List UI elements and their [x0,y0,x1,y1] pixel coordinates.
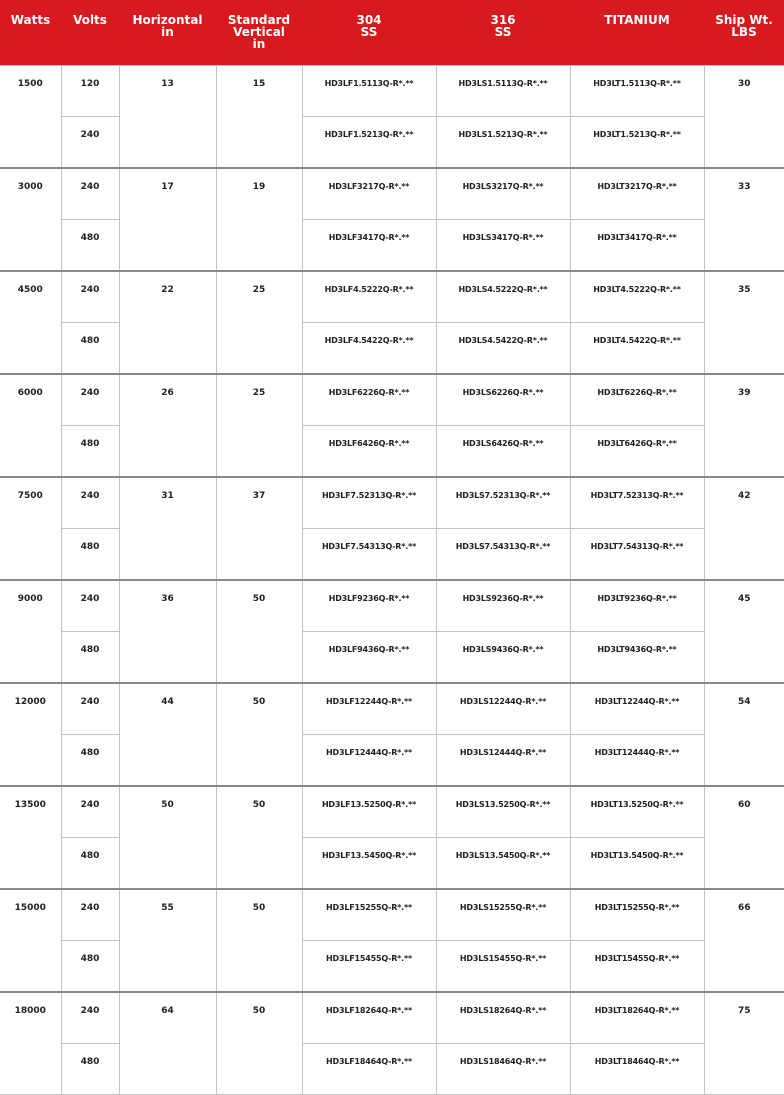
ship-weight-cell: 33 [704,168,784,271]
part-304ss-cell: HD3LF6426Q-R*.** [302,426,436,478]
volts-cell: 240 [61,580,119,632]
part-304ss-cell: HD3LF6226Q-R*.** [302,374,436,426]
table-row [0,323,784,375]
table-row [0,529,784,581]
table-row [0,271,784,323]
ship-weight-cell: 54 [704,683,784,786]
part-316ss-cell: HD3LS3217Q-R*.** [436,168,570,220]
part-titanium-cell: HD3LT1.5113Q-R*.** [570,66,704,117]
part-316ss-cell: HD3LS13.5250Q-R*.** [436,786,570,838]
part-304ss-cell: HD3LF9436Q-R*.** [302,632,436,684]
header-line: SS [494,25,512,39]
part-titanium-cell: HD3LT13.5250Q-R*.** [570,786,704,838]
part-304ss-cell: HD3LF7.54313Q-R*.** [302,529,436,581]
volts-cell: 240 [61,477,119,529]
horizontal-cell: 22 [119,271,216,374]
header-line: Horizontal [132,13,203,27]
vertical-cell: 15 [216,66,302,169]
ship-weight-cell: 30 [704,66,784,169]
ship-weight-cell: 45 [704,580,784,683]
header-line: Standard [227,13,291,27]
part-316ss-cell: HD3LS7.52313Q-R*.** [436,477,570,529]
part-304ss-cell: HD3LF12244Q-R*.** [302,683,436,735]
header-line: in [252,37,266,51]
volts-cell: 240 [61,683,119,735]
watts-cell: 13500 [0,786,61,889]
part-316ss-cell: HD3LS13.5450Q-R*.** [436,838,570,890]
part-316ss-cell: HD3LS9236Q-R*.** [436,580,570,632]
header-line: 316 [490,13,516,27]
header-vertical [216,0,302,66]
watts-cell: 4500 [0,271,61,374]
volts-cell: 480 [61,220,119,272]
header-line: SS [360,25,378,39]
horizontal-cell: 36 [119,580,216,683]
part-304ss-cell: HD3LF4.5422Q-R*.** [302,323,436,375]
part-316ss-cell: HD3LS18264Q-R*.** [436,992,570,1044]
volts-cell: 480 [61,323,119,375]
table-row [0,426,784,478]
horizontal-cell: 17 [119,168,216,271]
header-316ss [436,0,570,66]
part-316ss-cell: HD3LS12244Q-R*.** [436,683,570,735]
ship-weight-cell: 35 [704,271,784,374]
vertical-cell: 50 [216,786,302,889]
volts-cell: 240 [61,117,119,169]
table-row [0,1044,784,1095]
part-titanium-cell: HD3LT15255Q-R*.** [570,889,704,941]
part-304ss-cell: HD3LF9236Q-R*.** [302,580,436,632]
part-304ss-cell: HD3LF18464Q-R*.** [302,1044,436,1095]
header-watts: Watts [0,0,61,66]
part-titanium-cell: HD3LT6426Q-R*.** [570,426,704,478]
horizontal-cell: 64 [119,992,216,1095]
horizontal-cell: 55 [119,889,216,992]
part-titanium-cell: HD3LT1.5213Q-R*.** [570,117,704,169]
part-titanium-cell: HD3LT7.54313Q-R*.** [570,529,704,581]
watts-cell: 12000 [0,683,61,786]
volts-cell: 480 [61,529,119,581]
volts-cell: 240 [61,786,119,838]
table-row [0,992,784,1044]
volts-cell: 240 [61,889,119,941]
part-316ss-cell: HD3LS18464Q-R*.** [436,1044,570,1095]
part-316ss-cell: HD3LS1.5213Q-R*.** [436,117,570,169]
volts-cell: 240 [61,271,119,323]
part-316ss-cell: HD3LS6226Q-R*.** [436,374,570,426]
vertical-cell: 50 [216,889,302,992]
part-titanium-cell: HD3LT15455Q-R*.** [570,941,704,993]
header-line: 304 [356,13,382,27]
table-row [0,168,784,220]
part-316ss-cell: HD3LS12444Q-R*.** [436,735,570,787]
table-row [0,786,784,838]
part-316ss-cell: HD3LS6426Q-R*.** [436,426,570,478]
part-316ss-cell: HD3LS15255Q-R*.** [436,889,570,941]
table-row [0,838,784,890]
part-304ss-cell: HD3LF1.5213Q-R*.** [302,117,436,169]
watts-cell: 1500 [0,66,61,169]
table-row [0,220,784,272]
volts-cell: 480 [61,632,119,684]
table-row [0,66,784,117]
table-row [0,941,784,993]
vertical-cell: 50 [216,580,302,683]
volts-cell: 240 [61,374,119,426]
part-316ss-cell: HD3LS15455Q-R*.** [436,941,570,993]
ship-weight-cell: 39 [704,374,784,477]
part-titanium-cell: HD3LT13.5450Q-R*.** [570,838,704,890]
header-volts: Volts [61,0,119,66]
part-304ss-cell: HD3LF13.5450Q-R*.** [302,838,436,890]
part-titanium-cell: HD3LT9436Q-R*.** [570,632,704,684]
watts-cell: 7500 [0,477,61,580]
part-304ss-cell: HD3LF3417Q-R*.** [302,220,436,272]
ship-weight-cell: 66 [704,889,784,992]
vertical-cell: 25 [216,271,302,374]
part-titanium-cell: HD3LT12444Q-R*.** [570,735,704,787]
table-body [0,66,784,1095]
part-304ss-cell: HD3LF15255Q-R*.** [302,889,436,941]
volts-cell: 240 [61,992,119,1044]
table-row [0,735,784,787]
horizontal-cell: 50 [119,786,216,889]
watts-cell: 6000 [0,374,61,477]
part-304ss-cell: HD3LF13.5250Q-R*.** [302,786,436,838]
vertical-cell: 19 [216,168,302,271]
volts-cell: 480 [61,941,119,993]
part-titanium-cell: HD3LT6226Q-R*.** [570,374,704,426]
watts-cell: 3000 [0,168,61,271]
part-304ss-cell: HD3LF12444Q-R*.** [302,735,436,787]
vertical-cell: 37 [216,477,302,580]
part-titanium-cell: HD3LT18464Q-R*.** [570,1044,704,1095]
part-304ss-cell: HD3LF3217Q-R*.** [302,168,436,220]
ship-weight-cell: 60 [704,786,784,889]
part-304ss-cell: HD3LF4.5222Q-R*.** [302,271,436,323]
part-316ss-cell: HD3LS4.5222Q-R*.** [436,271,570,323]
watts-cell: 9000 [0,580,61,683]
part-316ss-cell: HD3LS3417Q-R*.** [436,220,570,272]
header-line: in [161,25,174,39]
volts-cell: 120 [61,66,119,117]
table-row [0,374,784,426]
part-316ss-cell: HD3LS4.5422Q-R*.** [436,323,570,375]
volts-cell: 480 [61,426,119,478]
part-titanium-cell: HD3LT12244Q-R*.** [570,683,704,735]
volts-cell: 480 [61,1044,119,1095]
ship-weight-cell: 75 [704,992,784,1095]
vertical-cell: 50 [216,992,302,1095]
header-line: Vertical [233,25,285,39]
volts-cell: 480 [61,735,119,787]
volts-cell: 240 [61,168,119,220]
part-304ss-cell: HD3LF1.5113Q-R*.** [302,66,436,117]
part-316ss-cell: HD3LS9436Q-R*.** [436,632,570,684]
part-316ss-cell: HD3LS1.5113Q-R*.** [436,66,570,117]
vertical-cell: 50 [216,683,302,786]
ship-weight-cell: 42 [704,477,784,580]
part-304ss-cell: HD3LF15455Q-R*.** [302,941,436,993]
header-titanium: TITANIUM [570,0,704,66]
part-titanium-cell: HD3LT18264Q-R*.** [570,992,704,1044]
header-line: LBS [731,25,757,39]
horizontal-cell: 13 [119,66,216,169]
horizontal-cell: 26 [119,374,216,477]
watts-cell: 18000 [0,992,61,1095]
horizontal-cell: 31 [119,477,216,580]
vertical-cell: 25 [216,374,302,477]
header-line: Ship Wt. [715,13,773,27]
part-titanium-cell: HD3LT4.5222Q-R*.** [570,271,704,323]
table-row [0,683,784,735]
header-row [0,0,784,66]
table-row [0,117,784,169]
horizontal-cell: 44 [119,683,216,786]
table-row [0,580,784,632]
part-titanium-cell: HD3LT9236Q-R*.** [570,580,704,632]
table-row [0,889,784,941]
watts-cell: 15000 [0,889,61,992]
part-304ss-cell: HD3LF18264Q-R*.** [302,992,436,1044]
header-horizontal [119,0,216,66]
header-304ss [302,0,436,66]
table-row [0,632,784,684]
part-titanium-cell: HD3LT7.52313Q-R*.** [570,477,704,529]
part-titanium-cell: HD3LT3217Q-R*.** [570,168,704,220]
part-titanium-cell: HD3LT3417Q-R*.** [570,220,704,272]
part-316ss-cell: HD3LS7.54313Q-R*.** [436,529,570,581]
volts-cell: 480 [61,838,119,890]
header-ship-weight [704,0,784,66]
part-304ss-cell: HD3LF7.52313Q-R*.** [302,477,436,529]
table-row [0,477,784,529]
part-titanium-cell: HD3LT4.5422Q-R*.** [570,323,704,375]
